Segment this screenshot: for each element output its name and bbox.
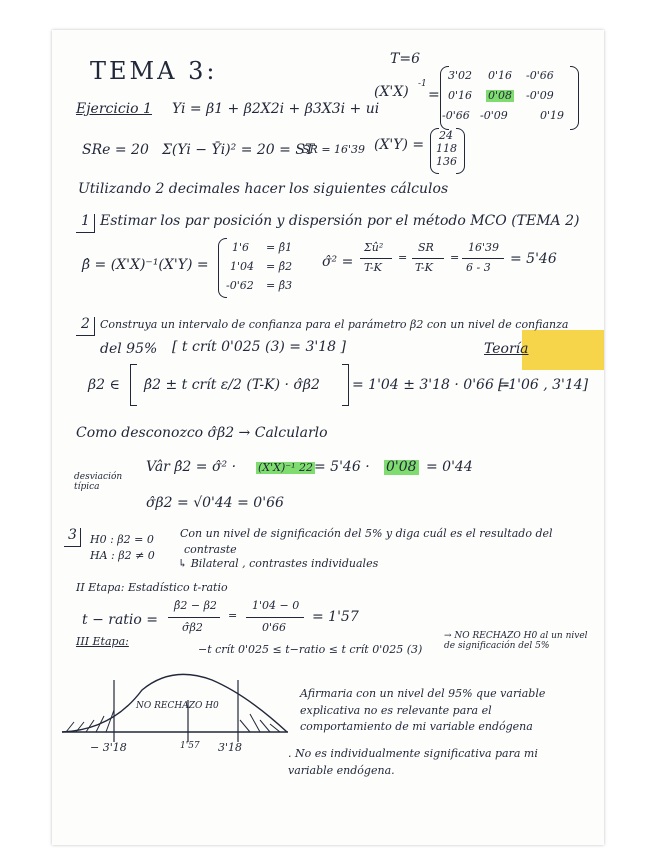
xy-cell: 118 xyxy=(436,142,457,155)
q2-text2: del 95% xyxy=(100,341,158,357)
sigma-f1-num: Σû² xyxy=(364,241,384,254)
sd-equation: σ̂β2 = √0'44 = 0'66 xyxy=(146,495,284,511)
tratio-result: = 1'57 xyxy=(312,609,359,625)
q1-text: Estimar los par posición y dispersión por el método MCO (TEMA 2) xyxy=(100,213,580,229)
etapa3: III Etapa: xyxy=(76,635,129,648)
t-critical: [ t crít 0'025 (3) = 3'18 ] xyxy=(172,339,346,355)
sre-value: SRe = 20 xyxy=(82,142,149,158)
sticky-note xyxy=(522,330,604,370)
eq-sign: = xyxy=(228,609,238,622)
variance-highlight: (X'X)⁻¹ 22 xyxy=(258,461,313,474)
inv-lhs: (X'X) xyxy=(374,84,409,100)
beta-cell: 1'6 xyxy=(232,241,250,254)
inv-cell: 3'02 xyxy=(448,69,473,82)
tratio-f1-den: σ̂β2 xyxy=(182,621,203,634)
fraction-bar xyxy=(462,258,504,259)
variance-mid: = 5'46 · xyxy=(314,459,370,475)
variance-result: = 0'44 xyxy=(426,459,473,475)
h0: H0 : β2 = 0 xyxy=(90,533,154,546)
inv-matrix-right xyxy=(570,66,579,130)
inv-cell: 0'16 xyxy=(448,89,473,102)
inv-cell: -0'66 xyxy=(526,69,554,82)
sigma-f2-den: T-K xyxy=(415,261,433,274)
xy-vector-right xyxy=(456,128,465,174)
eq-sign: = xyxy=(398,251,408,264)
variance-highlight-value: 0'08 xyxy=(386,459,417,475)
graph-region-label: NO RECHAZO H0 xyxy=(136,701,219,711)
graph-tick: 3'18 xyxy=(218,741,243,754)
inv-cell: -0'09 xyxy=(480,109,508,122)
ha: HA : β2 ≠ 0 xyxy=(90,549,155,562)
beta-label: = β̂2 xyxy=(266,260,293,273)
q3-contraste: contraste xyxy=(184,543,237,556)
beta-label: = β̂3 xyxy=(266,279,293,292)
interval-body: β̂2 ± t crít ε/2 (T-K) · σ̂β2 xyxy=(144,377,320,393)
como-desconozco: Como desconozco σ̂β2 → Calcularlo xyxy=(76,425,328,441)
beta-cell: -0'62 xyxy=(226,279,254,292)
variance-lhs: Vâr β̂2 = σ̂² · xyxy=(146,459,237,475)
model-equation: Yi = β1 + β2X2i + β3X3i + ui xyxy=(172,101,380,117)
sigma-result: = 5'46 xyxy=(510,251,557,267)
decimals-instruction: Utilizando 2 decimales hacer los siguientes cálculos xyxy=(78,181,449,197)
tratio-f1-num: β̂2 − β2 xyxy=(174,599,217,612)
bracket-left xyxy=(130,364,137,406)
inv-cell-highlight: 0'08 xyxy=(488,89,513,102)
bracket-right xyxy=(342,364,349,406)
t-value: T=6 xyxy=(390,51,420,67)
inv-cell: 0'19 xyxy=(540,109,565,122)
q2-number: 2 xyxy=(81,316,90,332)
ejercicio-label: Ejercicio 1 xyxy=(76,101,152,117)
etapa3-inequality: −t crít 0'025 ≤ t−ratio ≤ t crít 0'025 (3) xyxy=(198,643,423,656)
fraction-bar xyxy=(412,258,444,259)
fraction-bar xyxy=(360,258,392,259)
interval-lhs: β2 ∈ xyxy=(88,377,120,393)
q3-bilateral: ↳ Bilateral , contrastes individuales xyxy=(178,557,379,570)
tratio-lhs: t − ratio = xyxy=(82,612,159,628)
q3-text: Con un nivel de significación del 5% y diga cuál es el resultado del xyxy=(180,527,553,540)
tratio-f2-den: 0'66 xyxy=(262,621,287,634)
graph-tick: 1'57 xyxy=(180,741,200,751)
page-title: TEMA 3: xyxy=(90,57,218,85)
etapa2: II Etapa: Estadístico t-ratio xyxy=(76,581,228,594)
sigma-lhs: σ̂² = xyxy=(322,254,354,270)
tratio-f2-num: 1'04 − 0 xyxy=(252,599,300,612)
conclusion-1: Afirmaria con un nivel del 95% que variable explicativa no es relevante para el comportamiento de mi variable endógena xyxy=(300,687,546,733)
conclusion-2: . No es individualmente significativa para mi variable endógena. xyxy=(288,747,538,777)
q2-text: Construya un intervalo de confianza para el parámetro β2 con un nivel de confianza xyxy=(100,318,569,331)
inv-exp: -1 xyxy=(418,79,427,89)
no-rechazo-note: → NO RECHAZO H0 al un nivel de significación del 5% xyxy=(444,631,588,651)
graph-tick: − 3'18 xyxy=(90,741,127,754)
beta-label: = β̂1 xyxy=(266,241,293,254)
inv-cell: 0'16 xyxy=(488,69,513,82)
inv-cell: -0'09 xyxy=(526,89,554,102)
interval-result: [-1'06 , 3'14] xyxy=(498,377,589,393)
inv-cell: -0'66 xyxy=(442,109,470,122)
beta-cell: 1'04 xyxy=(230,260,255,273)
desviacion-note: desviación típica xyxy=(74,472,123,492)
sigma-f1-den: T-K xyxy=(364,261,382,274)
sr-value: SR = 16'39 xyxy=(302,143,366,156)
teoria-label: Teoría xyxy=(484,341,529,357)
fraction-bar xyxy=(246,617,304,618)
beta-hat-eq: β̂ = (X'X)⁻¹(X'Y) = xyxy=(82,257,209,273)
interval-eq: = 1'04 ± 3'18 · 0'66 = xyxy=(352,377,511,393)
eq-sign: = xyxy=(450,251,460,264)
q3-number: 3 xyxy=(68,527,77,543)
sigma-f3-den: 6 - 3 xyxy=(466,261,491,274)
fraction-bar xyxy=(168,617,220,618)
notebook-page xyxy=(52,30,604,845)
xy-lhs: (X'Y) = xyxy=(374,137,425,153)
xy-cell: 24 xyxy=(439,129,453,142)
q1-number: 1 xyxy=(81,213,90,229)
sigma-f2-num: SR xyxy=(418,241,434,254)
xy-cell: 136 xyxy=(436,155,457,168)
sum-squares: Σ(Yi − Ȳi)² = 20 = ST xyxy=(162,142,315,158)
inv-eq: = xyxy=(428,87,440,103)
sigma-f3-num: 16'39 xyxy=(468,241,500,254)
